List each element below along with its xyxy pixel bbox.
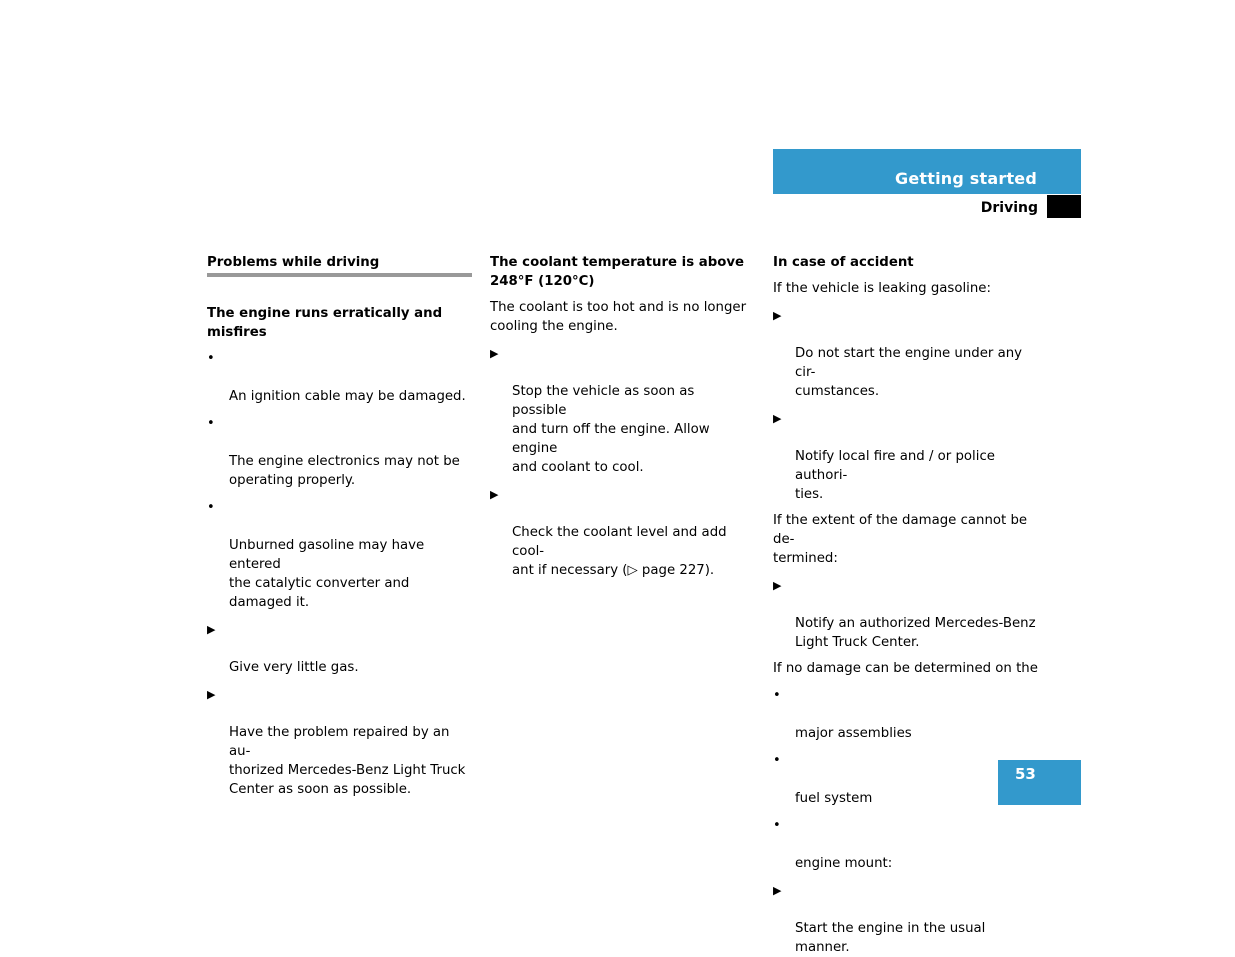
- chapter-title: Getting started: [895, 169, 1037, 188]
- arrow-right-icon: ▶: [773, 309, 782, 322]
- list-item: [773, 816, 1041, 873]
- paragraph-damage-extent: If the extent of the damage cannot be de- termined:: [773, 513, 1028, 566]
- heading-engine-misfires: The engine runs erratically and misfires: [207, 306, 443, 340]
- list-item-text: Do not start the engine under any cir- cumstances.: [795, 346, 1023, 399]
- bullet-icon: •: [773, 818, 781, 833]
- subsection-marker-block: [1047, 195, 1081, 218]
- arrow-right-icon: ▶: [773, 884, 782, 897]
- list-item: [207, 685, 475, 799]
- arrow-right-icon: ▶: [490, 488, 499, 501]
- list-item: [773, 306, 1041, 401]
- list-item-text: Stop the vehicle as soon as possible and turn off the engine. Allow engine and coolant to cool.: [512, 384, 710, 475]
- bullet-icon: •: [207, 351, 215, 366]
- intro-paragraph: The coolant is too hot and is no longer cooling the engine.: [490, 300, 747, 334]
- list-item-text: Have the problem repaired by an au- thorized Mercedes-Benz Light Truck Center as soon as possible.: [229, 725, 466, 797]
- list-item: [773, 409, 1041, 504]
- list-item: [773, 881, 1041, 957]
- list-item: [207, 620, 475, 677]
- arrow-right-icon: ▶: [490, 347, 499, 360]
- list-item-text: Start the engine in the usual manner.: [795, 921, 986, 955]
- bullet-icon: •: [207, 500, 215, 515]
- list-item-text: major assemblies: [795, 726, 912, 741]
- list-item: [207, 414, 475, 490]
- column-problems-while-driving: [207, 253, 475, 799]
- paragraph-no-damage: If no damage can be determined on the: [773, 661, 1038, 676]
- list-item-text: Check the coolant level and add cool- ant if necessary (▷ page 227).: [512, 525, 727, 578]
- subsection-title: Driving: [980, 200, 1038, 216]
- list-item: [490, 344, 752, 477]
- arrow-right-icon: ▶: [773, 579, 782, 592]
- page-number: 53: [1015, 765, 1036, 783]
- list-item-text: fuel system: [795, 791, 873, 806]
- section-title: Problems while driving: [207, 253, 472, 277]
- column-coolant-temperature: [490, 253, 752, 580]
- chapter-header-band: [773, 149, 1081, 194]
- list-item: [773, 686, 1041, 743]
- bullet-icon: •: [773, 688, 781, 703]
- arrow-right-icon: ▶: [207, 688, 216, 701]
- column-case-of-accident: [773, 253, 1041, 957]
- list-item-text: An ignition cable may be damaged.: [229, 389, 466, 404]
- list-item: [490, 485, 752, 580]
- list-item-text: Give very little gas.: [229, 660, 359, 675]
- page-number-box: [998, 760, 1081, 805]
- arrow-right-icon: ▶: [207, 623, 216, 636]
- heading-case-of-accident: In case of accident: [773, 255, 914, 270]
- list-item: [207, 498, 475, 612]
- paragraph-leaking-gasoline: If the vehicle is leaking gasoline:: [773, 281, 991, 296]
- list-item-text: engine mount:: [795, 856, 893, 871]
- list-item-text: Notify an authorized Mercedes-Benz Light Truck Center.: [795, 616, 1036, 650]
- list-item-text: The engine electronics may not be operating properly.: [229, 454, 460, 488]
- list-item: [773, 576, 1041, 652]
- list-item-text: Unburned gasoline may have entered the catalytic converter and damaged it.: [229, 538, 425, 610]
- bullet-icon: •: [773, 753, 781, 768]
- arrow-right-icon: ▶: [773, 412, 782, 425]
- list-item: [207, 349, 475, 406]
- list-item-text: Notify local fire and / or police authori- ties.: [795, 449, 995, 502]
- heading-coolant-temperature: The coolant temperature is above 248°F (120°C): [490, 255, 745, 289]
- bullet-icon: •: [207, 416, 215, 431]
